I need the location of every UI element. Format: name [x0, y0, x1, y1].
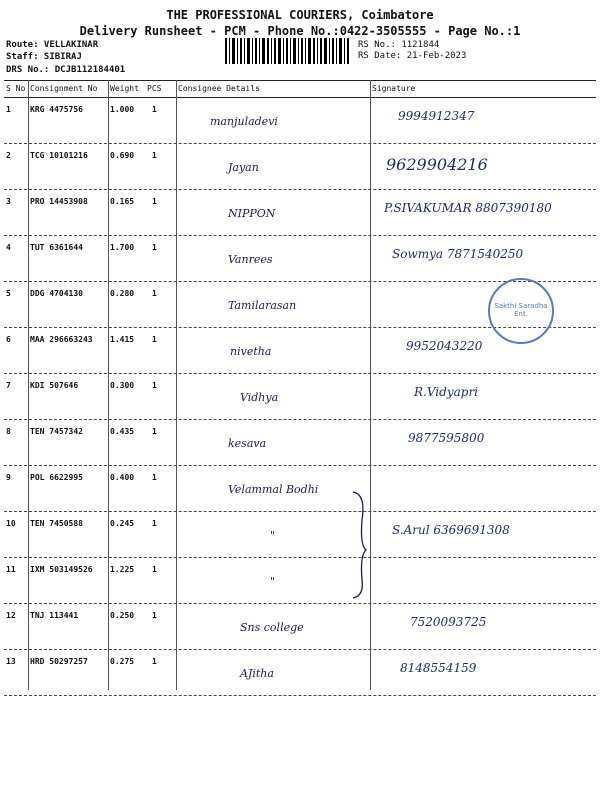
row-weight: 1.415	[110, 335, 135, 344]
row-sno: 4	[6, 243, 11, 252]
signature-text: 9629904216	[386, 155, 488, 174]
row-sno: 5	[6, 289, 11, 298]
row-weight: 1.700	[110, 243, 135, 252]
staff-label: Staff: SIBIRAJ	[6, 52, 82, 62]
row-consignment: IXM 503149526	[30, 565, 93, 574]
consignee-name: kesava	[228, 437, 267, 450]
signature-text: R.Vidyapri	[414, 385, 479, 399]
row-consignment: TEN 7457342	[30, 427, 83, 436]
runsheet-subtitle: Delivery Runsheet - PCM - Phone No.:0422-3505555 - Page No.:1	[79, 24, 521, 38]
route-label: Route: VELLAKINAR	[6, 40, 99, 50]
signature-text: 9994912347	[398, 109, 475, 123]
table-row	[4, 557, 596, 604]
signature-text: 7520093725	[410, 615, 487, 629]
col-signature: Signature	[372, 84, 416, 93]
rs-number: RS No.: 1121844	[358, 40, 440, 50]
row-pcs: 1	[152, 289, 157, 298]
consignee-name: nivetha	[230, 345, 272, 358]
consignee-name: Tamilarasan	[228, 299, 297, 312]
consignee-name: Vanrees	[228, 253, 273, 266]
row-weight: 1.000	[110, 105, 135, 114]
consignee-name: NIPPON	[228, 207, 276, 220]
row-pcs: 1	[152, 611, 157, 620]
row-weight: 0.250	[110, 611, 135, 620]
bracket-mark	[350, 490, 370, 600]
row-weight: 0.245	[110, 519, 135, 528]
row-pcs: 1	[152, 151, 157, 160]
row-sno: 9	[6, 473, 11, 482]
row-consignment: TNJ 113441	[30, 611, 79, 620]
col-pcs: PCS	[147, 84, 162, 93]
company-stamp: Sakthi Saradha Ent.	[488, 278, 554, 344]
row-sno: 13	[6, 657, 16, 666]
consignee-name: manjuladevi	[210, 115, 278, 128]
row-sno: 12	[6, 611, 16, 620]
row-pcs: 1	[152, 197, 157, 206]
row-pcs: 1	[152, 565, 157, 574]
row-weight: 0.435	[110, 427, 135, 436]
row-consignment: KRG 4475756	[30, 105, 83, 114]
row-sno: 11	[6, 565, 16, 574]
table-row	[4, 97, 596, 144]
row-sno: 1	[6, 105, 11, 114]
row-sno: 10	[6, 519, 16, 528]
row-pcs: 1	[152, 473, 157, 482]
signature-text: 9877595800	[408, 431, 485, 445]
row-weight: 0.275	[110, 657, 135, 666]
table-row	[4, 143, 596, 190]
row-consignment: DDG 4704130	[30, 289, 83, 298]
row-sno: 3	[6, 197, 11, 206]
row-sno: 6	[6, 335, 11, 344]
row-pcs: 1	[152, 657, 157, 666]
consignee-name: Sns college	[240, 621, 304, 634]
row-consignment: TUT 6361644	[30, 243, 83, 252]
row-pcs: 1	[152, 335, 157, 344]
row-weight: 0.165	[110, 197, 135, 206]
row-weight: 0.690	[110, 151, 135, 160]
row-sno: 8	[6, 427, 11, 436]
consignee-name: "	[270, 529, 276, 542]
consignee-name: Velammal Bodhi	[228, 483, 319, 496]
row-pcs: 1	[152, 519, 157, 528]
col-consignee: Consignee Details	[178, 84, 260, 93]
consignee-name: Jayan	[228, 161, 259, 174]
signature-text: P.SIVAKUMAR 8807390180	[384, 201, 552, 215]
row-sno: 2	[6, 151, 11, 160]
row-pcs: 1	[152, 427, 157, 436]
col-sno: S No	[6, 84, 26, 93]
row-consignment: HRD 50297257	[30, 657, 88, 666]
row-pcs: 1	[152, 243, 157, 252]
table-row	[4, 649, 596, 696]
row-consignment: PRO 14453908	[30, 197, 88, 206]
drs-label: DRS No.: DCJB112184401	[6, 65, 126, 75]
col-consignment: Consignment No	[30, 84, 98, 93]
col-weight: Weight	[110, 84, 139, 93]
table-row	[4, 419, 596, 466]
row-consignment: POL 6622995	[30, 473, 83, 482]
runsheet-title: THE PROFESSIONAL COURIERS, Coimbatore	[166, 8, 434, 22]
signature-text: Sowmya 7871540250	[392, 247, 524, 261]
row-pcs: 1	[152, 105, 157, 114]
consignee-name: Vidhya	[240, 391, 279, 404]
barcode	[225, 38, 350, 64]
signature-text: 8148554159	[400, 661, 477, 675]
row-weight: 0.280	[110, 289, 135, 298]
row-consignment: TEN 7450588	[30, 519, 83, 528]
row-consignment: TCG 10101216	[30, 151, 88, 160]
row-pcs: 1	[152, 381, 157, 390]
table-row	[4, 373, 596, 420]
table-header	[4, 80, 596, 98]
row-sno: 7	[6, 381, 11, 390]
consignee-name: AJitha	[240, 667, 274, 680]
row-consignment: KDI 507646	[30, 381, 79, 390]
row-weight: 0.300	[110, 381, 135, 390]
row-consignment: MAA 296663243	[30, 335, 93, 344]
rs-date: RS Date: 21-Feb-2023	[358, 51, 467, 61]
consignee-name: "	[270, 575, 276, 588]
row-weight: 0.400	[110, 473, 135, 482]
signature-text: 9952043220	[406, 339, 483, 353]
signature-text: S.Arul 6369691308	[392, 523, 510, 537]
row-weight: 1.225	[110, 565, 135, 574]
